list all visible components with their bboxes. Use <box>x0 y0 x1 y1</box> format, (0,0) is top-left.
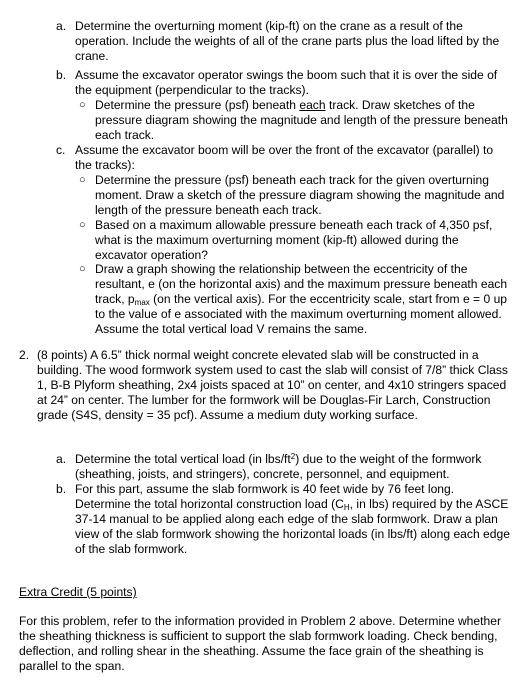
item-1c-bullet-2: Based on a maximum allowable pressure beneath each track of 4,350 psf, what is the maximum overturning moment (kip-ft) allowed during the excavator operation? <box>95 218 493 262</box>
item-2b-text: For this part, assume the slab formwork is 40 feet wide by 76 feet long. Determine the total horizontal construction load ($C_H$, in lbs) required by the ASCE 37-14 manual to be applied along each edge of the slab formwork. Draw a plan view of the slab formwork showing the horizontal loads (in lbs/ft) along each edge of the slab formwork. <box>75 482 510 556</box>
extra-credit-heading: Extra Credit (5 points) <box>19 585 137 599</box>
item-1b-text: Assume the excavator operator swings the boom such that it is over the side of the equipment (perpendicular to the tracks). <box>75 68 498 97</box>
item-2a-text: Determine the total vertical load (in lbs/$ft^2$) due to the weight of the formwork (sheathing, joists, and stringers), concrete, personnel, and equipment. <box>75 452 482 481</box>
item-1a-text: Determine the overturning moment (kip-ft) on the crane as a result of the operation. Include the weights of all of the crane parts plus the load lifted by the crane. <box>75 19 500 63</box>
bullet-circle-icon: ○ <box>79 219 86 231</box>
item-1c-bullet-3: Draw a graph showing the relationship between the eccentricity of the resultant, e (on the horizontal axis) and the maximum pressure beneath each track, $p_{max}$ (on the vertical axis). For the eccentricity scale, start from e = 0 up to the value of e associated with the maximum overturning moment allowed. Assume the total vertical load V remains the same. <box>95 262 508 336</box>
bullet-circle-icon: ○ <box>79 99 86 111</box>
item-2a-label: a. <box>56 452 67 466</box>
item-1b-bullet-1: Determine the pressure (psf) beneath each track. Draw sketches of the pressure diagram showing the magnitude and length of the pressure beneath each track. <box>95 98 508 142</box>
problem-2-text: (8 points) A 6.5” thick normal weight concrete elevated slab will be constructed in a building. The wood formwork system used to cast the slab will consist of 7/8” thick Class 1, B-B Plyform sheathing, 2x4 joists spaced at 10” on center, and 4x10 stringers spaced at 24” on center. The lumber for the formwork will be Douglas-Fir Larch, Construction grade (S4S, density = 35 pcf). Assume a medium duty working surface. <box>37 348 508 422</box>
emphasis-underline: each <box>299 98 326 112</box>
bullet-circle-icon: ○ <box>79 263 86 275</box>
problem-2-number: 2. <box>19 348 30 362</box>
bullet-circle-icon: ○ <box>79 174 86 186</box>
item-1c-label: c. <box>56 143 66 157</box>
extra-credit-text: For this problem, refer to the information provided in Problem 2 above. Determine whether the sheathing thickness is sufficient to support the slab formwork loading. Check bending, deflection, and rolling shear in the sheathing. Assume the face grain of the sheathing is parallel to the span. <box>19 614 501 673</box>
item-1a-label: a. <box>56 19 67 33</box>
item-1c-bullet-1: Determine the pressure (psf) beneath each track for the given overturning moment. Draw a sketch of the pressure diagram showing the magnitude and length of the pressure beneath each track. <box>95 173 505 217</box>
item-1c-text: Assume the excavator boom will be over the front of the excavator (parallel) to the tracks): <box>75 143 494 172</box>
item-2b-label: b. <box>56 482 67 496</box>
item-1b-label: b. <box>56 68 67 82</box>
